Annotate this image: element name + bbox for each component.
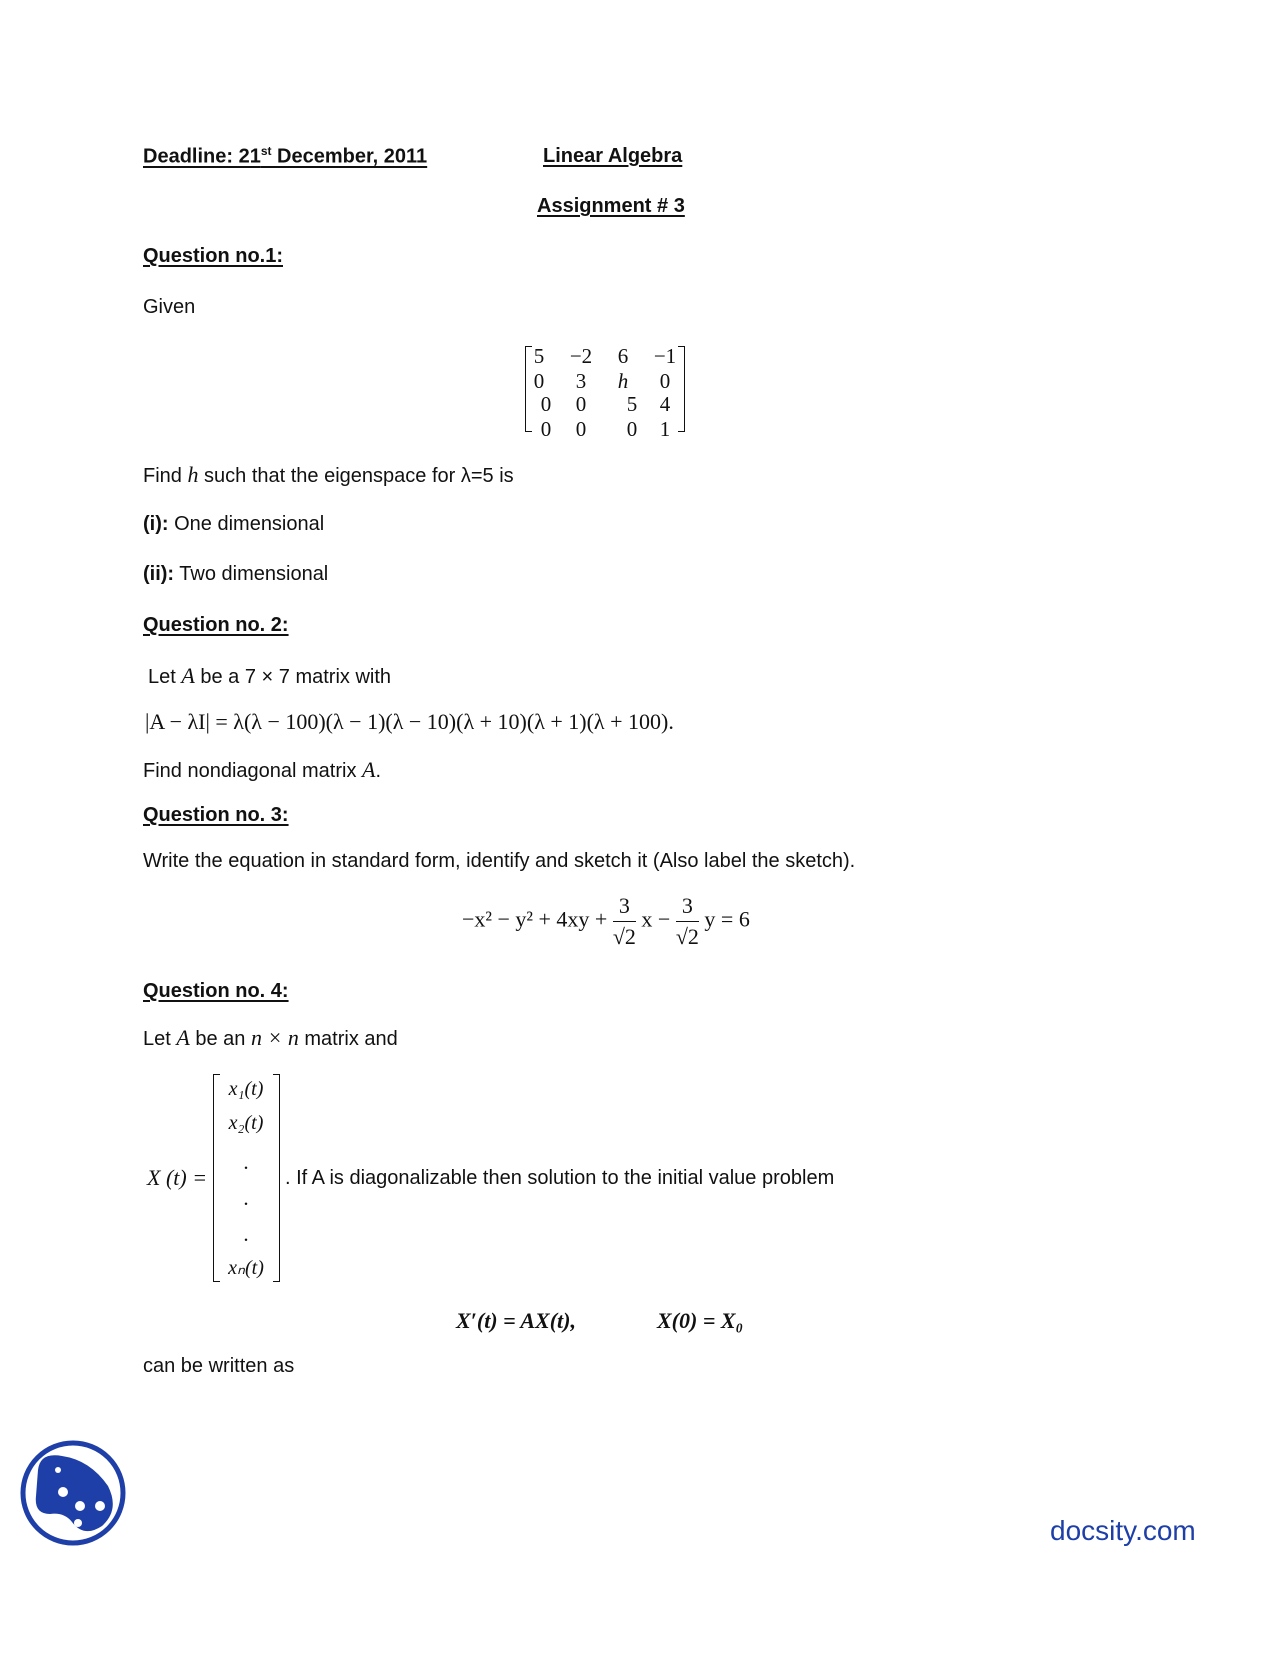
vector-entry: x₁(t): [228, 1078, 264, 1100]
deadline: [143, 144, 427, 169]
vector-entry: .: [243, 1186, 249, 1210]
docsity-brand[interactable]: docsity.com: [1050, 1515, 1196, 1546]
matrix-cell: 0: [540, 392, 552, 416]
q4-heading: Question no. 4:: [143, 980, 289, 1002]
q1-part-ii: (ii): Two dimensional: [143, 563, 329, 585]
q1-matrix: [525, 344, 690, 441]
q1-heading: Question no.1:: [143, 245, 283, 267]
q3-equation: −x² − y² + 4xy + $\frac{3}{√2}$ x − $\frac{3}{√2}$ y = 6: [462, 893, 750, 949]
matrix-cell: 3: [575, 369, 587, 393]
q2-let: Let A be a 7 × 7 matrix with: [148, 663, 392, 688]
q4-x-label: X (t) =: [147, 1165, 208, 1190]
q4-ivp-eq2: X(0) = X₀: [657, 1308, 744, 1333]
vector-entry: .: [243, 1222, 249, 1246]
q1-find: Find h such that the eigenspace for λ=5 is: [143, 462, 514, 487]
matrix-cell: 4: [659, 392, 671, 416]
matrix-cell: 0: [659, 369, 671, 393]
q3-heading: Question no. 3:: [143, 804, 289, 826]
matrix-cell: 0: [533, 369, 545, 393]
matrix-cell: h: [617, 369, 629, 393]
assignment-title: Assignment # 3: [537, 195, 685, 217]
matrix-cell: 0: [575, 417, 587, 441]
fraction: $\frac{3}{√2}$: [612, 893, 636, 949]
matrix-cell: 0: [626, 417, 638, 441]
docsity-logo-icon: [20, 1440, 126, 1546]
q1-part-i: (i): One dimensional: [143, 513, 325, 535]
course-title: Linear Algebra: [543, 145, 683, 167]
matrix-cell: −1: [653, 344, 677, 368]
deadline-date: December, 2011: [271, 145, 428, 168]
vector-entry: xₙ(t): [228, 1257, 264, 1279]
fraction: $\frac{3}{√2}$: [675, 893, 699, 949]
matrix-cell: 0: [540, 417, 552, 441]
matrix-cell: 6: [617, 344, 629, 368]
q2-heading: Question no. 2:: [143, 614, 289, 636]
q4-ivp-eq1: X′(t) = AX(t),: [456, 1308, 576, 1333]
q1-given: Given: [143, 296, 196, 318]
q4-let: Let A be an n × n matrix and: [143, 1025, 398, 1050]
q3-instruction: Write the equation in standard form, identify and sketch it (Also label the sketch).: [143, 850, 856, 872]
q4-vector: [213, 1074, 283, 1286]
matrix-cell: 0: [575, 392, 587, 416]
deadline-label: Deadline: 21: [143, 145, 261, 168]
matrix-cell: 1: [659, 417, 671, 441]
vector-entry: .: [243, 1150, 249, 1174]
q2-char-poly: |A − λI| = λ(λ − 100)(λ − 1)(λ − 10)(λ + 10)(λ + 1)(λ + 100).: [145, 709, 674, 734]
vector-entry: x₂(t): [228, 1112, 264, 1134]
vector-left-bracket: [213, 1074, 220, 1282]
matrix-cell: 5: [533, 344, 545, 368]
matrix-cell: −2: [569, 344, 593, 368]
vector-right-bracket: [273, 1074, 280, 1282]
matrix-cell: 5: [626, 392, 638, 416]
deadline-sup: st: [260, 144, 272, 158]
q4-ivp-text: . If A is diagonalizable then solution to the initial value problem: [285, 1167, 835, 1189]
q2-find: Find nondiagonal matrix A.: [143, 757, 382, 782]
docsity-logo[interactable]: [20, 1440, 126, 1546]
q4-can-be: can be written as: [143, 1355, 295, 1377]
var-h: h: [187, 462, 199, 487]
